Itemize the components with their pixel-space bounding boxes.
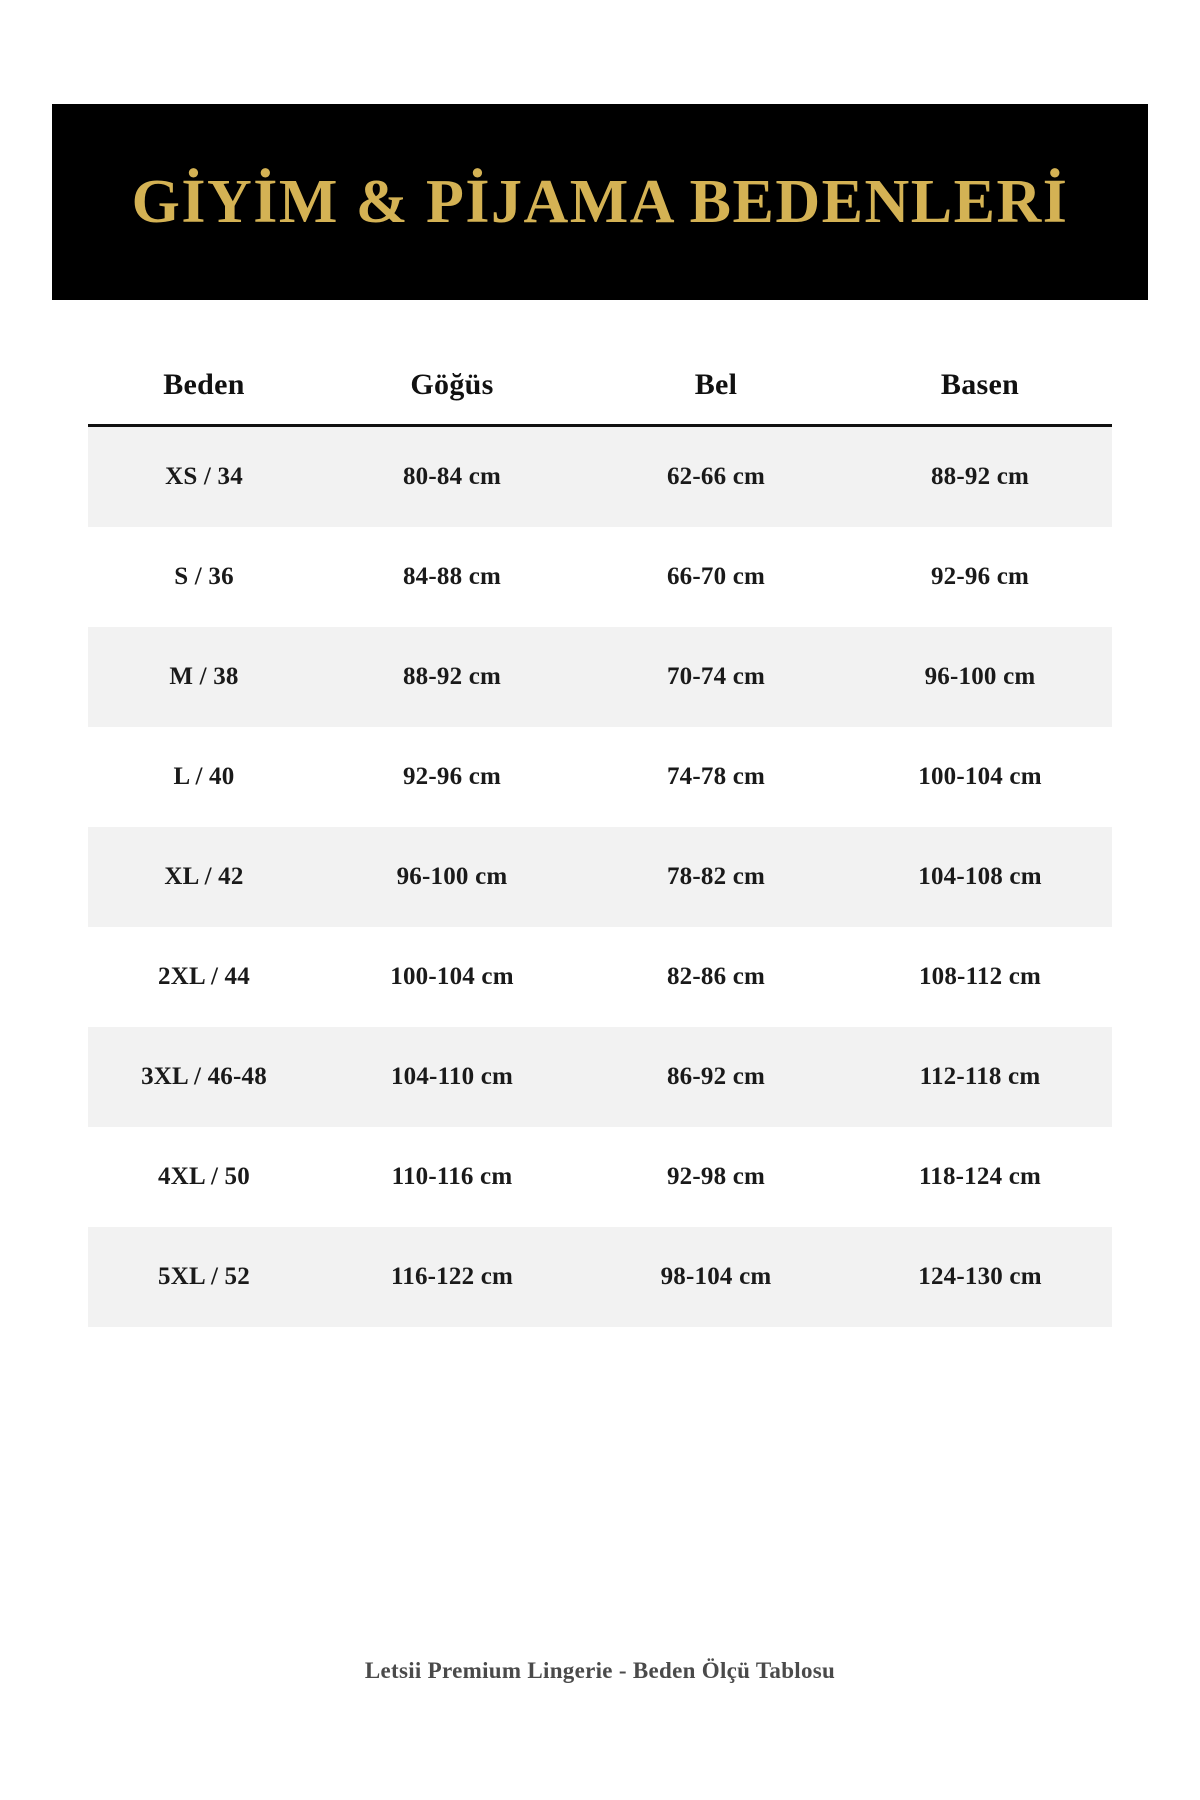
footer-caption: Letsii Premium Lingerie - Beden Ölçü Tablosu — [364, 1658, 836, 1683]
table-row — [88, 1127, 1112, 1227]
cell-basen: 104-108 cm — [848, 827, 1112, 927]
cell-beden: XS / 34 — [88, 426, 320, 528]
table-row — [88, 927, 1112, 1027]
cell-gogus: 104-110 cm — [320, 1027, 584, 1127]
cell-bel: 66-70 cm — [666, 563, 766, 590]
cell-gogus: 92-96 cm — [402, 763, 502, 790]
table-row — [88, 627, 1112, 727]
table-header — [88, 368, 1112, 426]
cell-bel: 82-86 cm — [666, 963, 766, 990]
cell-basen: 118-124 cm — [918, 1163, 1042, 1190]
cell-bel: 78-82 cm — [584, 827, 848, 927]
cell-bel: 86-92 cm — [584, 1027, 848, 1127]
cell-bel: 70-74 cm — [584, 627, 848, 727]
cell-basen: 100-104 cm — [918, 763, 1042, 790]
cell-basen: 124-130 cm — [848, 1227, 1112, 1327]
cell-bel: 92-98 cm — [666, 1163, 766, 1190]
page-title: GİYİM & PİJAMA BEDENLERİ — [131, 168, 1069, 236]
cell-gogus: 96-100 cm — [320, 827, 584, 927]
cell-bel: 98-104 cm — [584, 1227, 848, 1327]
cell-beden: XL / 42 — [88, 827, 320, 927]
cell-bel: 62-66 cm — [584, 426, 848, 528]
cell-basen: 112-118 cm — [848, 1027, 1112, 1127]
table-row — [88, 1227, 1112, 1327]
cell-beden: 3XL / 46-48 — [88, 1027, 320, 1127]
cell-basen: 88-92 cm — [848, 426, 1112, 528]
size-table — [88, 368, 1112, 1327]
table-row — [88, 527, 1112, 627]
cell-gogus: 116-122 cm — [320, 1227, 584, 1327]
cell-beden: 4XL / 50 — [158, 1163, 250, 1190]
table-row — [88, 426, 1112, 528]
column-header-beden: Beden — [88, 368, 320, 426]
cell-gogus: 100-104 cm — [390, 963, 514, 990]
column-header-bel: Bel — [584, 368, 848, 426]
size-table-container — [88, 368, 1112, 1327]
cell-basen: 96-100 cm — [848, 627, 1112, 727]
table-header-row — [88, 368, 1112, 426]
cell-gogus: 80-84 cm — [320, 426, 584, 528]
table-row — [88, 827, 1112, 927]
cell-beden: S / 36 — [174, 563, 234, 590]
cell-gogus: 110-116 cm — [391, 1163, 513, 1190]
cell-bel: 74-78 cm — [666, 763, 766, 790]
table-body — [88, 426, 1112, 1328]
table-row — [88, 727, 1112, 827]
table-row — [88, 1027, 1112, 1127]
cell-beden: 2XL / 44 — [158, 963, 250, 990]
column-header-basen: Basen — [848, 368, 1112, 426]
cell-gogus: 84-88 cm — [402, 563, 502, 590]
cell-basen: 108-112 cm — [918, 963, 1042, 990]
cell-beden: M / 38 — [88, 627, 320, 727]
title-banner — [52, 104, 1148, 300]
cell-gogus: 88-92 cm — [320, 627, 584, 727]
cell-beden: 5XL / 52 — [88, 1227, 320, 1327]
cell-basen: 92-96 cm — [930, 563, 1030, 590]
column-header-gogus: Göğüs — [320, 368, 584, 426]
cell-beden: L / 40 — [173, 763, 235, 790]
